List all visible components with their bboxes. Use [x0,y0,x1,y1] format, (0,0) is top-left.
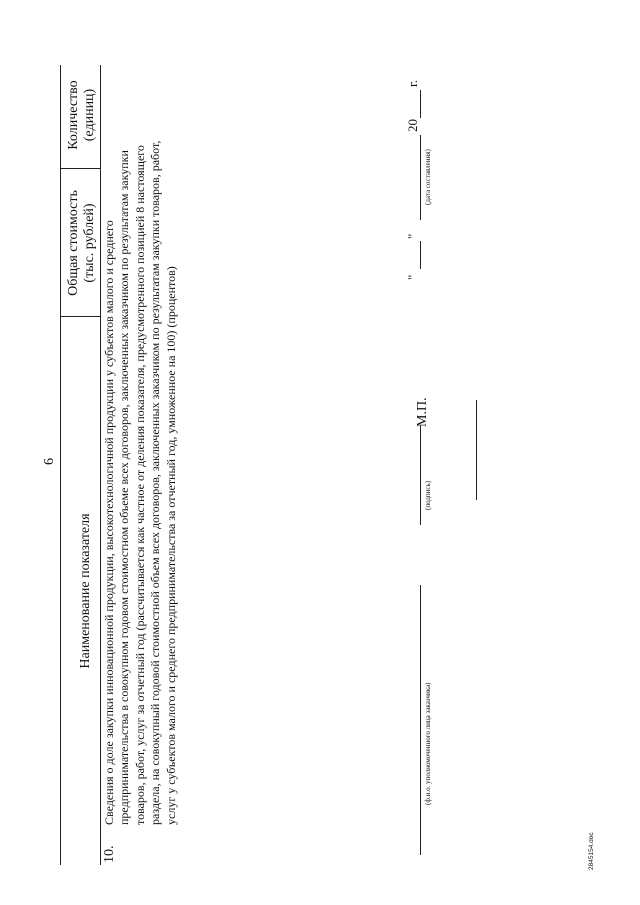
signature-line [420,425,421,525]
header-name: Наименование показателя [78,513,93,669]
signature-caption: (подпись) [424,480,432,510]
row-description: Сведения о доле закупки инновационной продукции, высокотехнологичной продукции у субъектов малого и среднего предпринимательства в совокупном годовом стоимостном объеме всех договоров, заключенных заказчиком по результатам закупки товаров, работ, услуг за отчетный год (рассчитывается как частное от деления показателя, предусмотренного позицией 8 настоящего раздела, на совокупный годовой стоимостной объем всех договоров, заключенных заказчиком по результатам закупки товаров, работ, услуг у субъектов малого и среднего предпринимательства за отчетный год, умноженное на 100) (процентов) [102,140,178,825]
year-line [420,90,421,118]
header-divider-1 [60,316,100,317]
header-total-cost: Общая стоимость (тыс. рублей) [66,190,97,296]
header-divider-2 [60,168,100,169]
page-number: 6 [42,458,57,465]
row-number: 10. [102,845,117,863]
header-bottom-rule [100,65,101,865]
date-caption: (дата составления) [424,149,432,205]
year-prefix: 20 [405,119,420,132]
day-line [420,241,421,269]
date-close-quote: " [405,233,420,239]
month-line [420,135,421,220]
header-quantity: Количество (единиц) [66,80,97,150]
document-id: 2845154.doc [588,832,595,870]
fio-caption: (ф.и.о. уполномоченного лица заказчика) [424,682,432,805]
stamp-label: М.П. [415,397,430,427]
year-suffix: г. [405,79,420,87]
table-top-rule [60,65,61,865]
fio-line [420,585,421,855]
stamp-line [476,400,477,500]
date-open-quote: " [405,274,420,280]
